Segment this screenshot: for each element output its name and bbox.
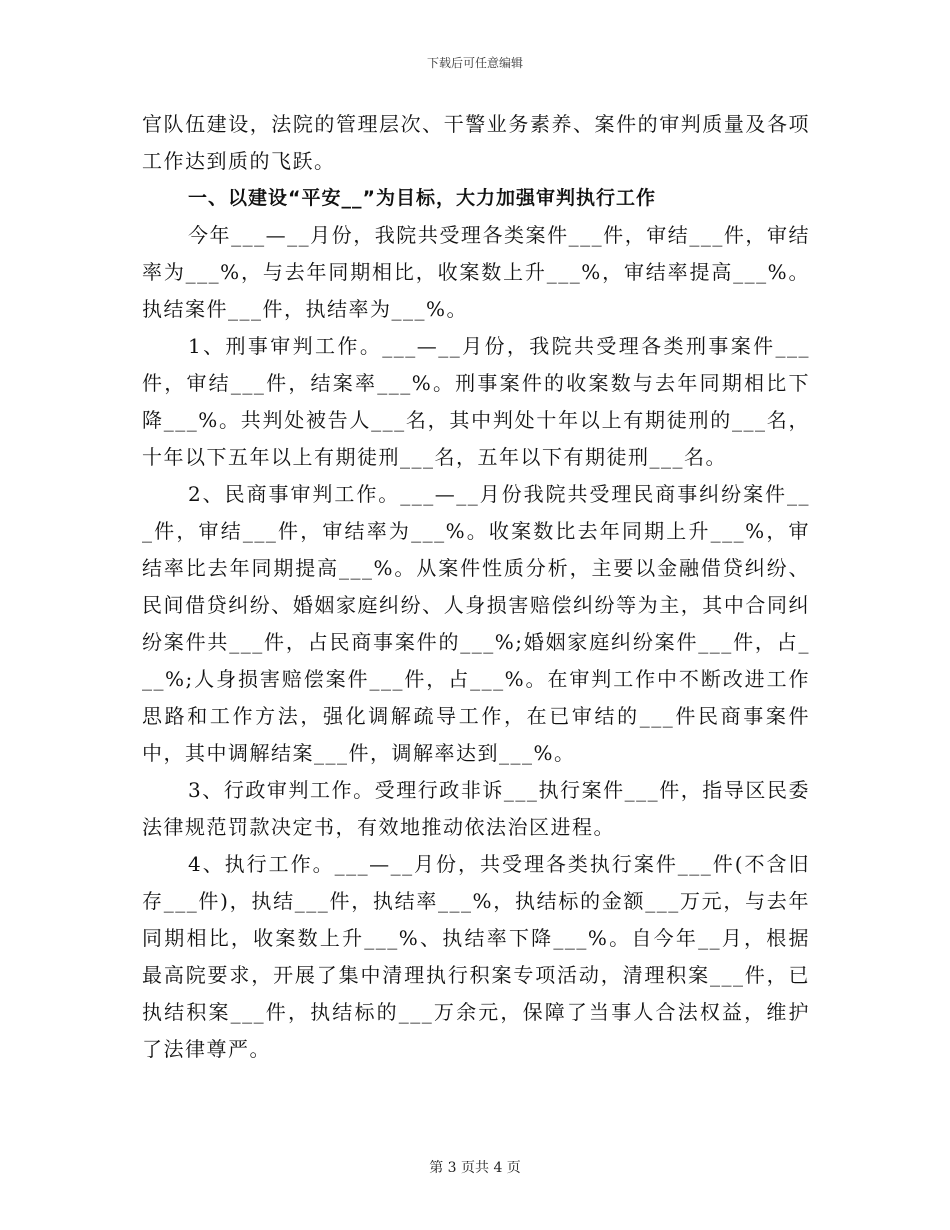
page-footer: 第 3 页共 4 页 — [429, 1160, 521, 1176]
paragraph-administrative-trial: 3、行政审判工作。受理行政非诉___执行案件___件，指导区民委法律规范罚款决定书，有效地推动依法治区进程。 — [142, 778, 810, 839]
paragraph-civil-commercial-trial: 2、民商事审判工作。___—__月份我院共受理民商事纠纷案件___件，审结___件，审结率为___%。收案数比去年同期上升___%，审结率比去年同期提高___%。从案件性质分析，主要以金融借贷纠纷、民间借贷纠纷、婚姻家庭纠纷、人身损害赔偿纠纷等为主，其中合同纠纷案件共___件，占民商事案件的___%;婚姻家庭纠纷案件___件，占___%;人身损害赔偿案件___件，占___%。在审判工作中不断改进工作思路和工作方法，强化调解疏导工作，在已审结的___件民商事案件中，其中调解结案___件，调解率达到___%。 — [142, 482, 810, 765]
page-header: 下载后可任意编辑 — [426, 56, 523, 70]
document-body — [142, 106, 810, 1068]
paragraph-overview: 今年___—__月份，我院共受理各类案件___件，审结___件，审结率为___%，与去年同期相比，收案数上升___%，审结率提高___%。执结案件___件，执结率为___%。 — [142, 223, 810, 321]
section-heading: 一、以建设“平安__”为目标，大力加强审判执行工作 — [188, 187, 656, 209]
paragraph-enforcement: 4、执行工作。___—__月份，共受理各类执行案件___件(不含旧存___件)，执结___件，执结率___%，执结标的金额___万元，与去年同期相比，收案数上升___%、执结率下降___%。自今年__月，根据最高院要求，开展了集中清理执行积案专项活动，清理积案___件，已执结积案___件，执结标的___万余元，保障了当事人合法权益，维护了法律尊严。 — [142, 852, 810, 1061]
paragraph-criminal-trial: 1、刑事审判工作。___—__月份，我院共受理各类刑事案件___件，审结___件，结案率___%。刑事案件的收案数与去年同期相比下降___%。共判处被告人___名，其中判处十年以上有期徒刑的___名，十年以下五年以上有期徒刑___名，五年以下有期徒刑___名。 — [142, 334, 810, 469]
paragraph-continuation: 官队伍建设，法院的管理层次、干警业务素养、案件的审判质量及各项工作达到质的飞跃。 — [142, 112, 810, 173]
